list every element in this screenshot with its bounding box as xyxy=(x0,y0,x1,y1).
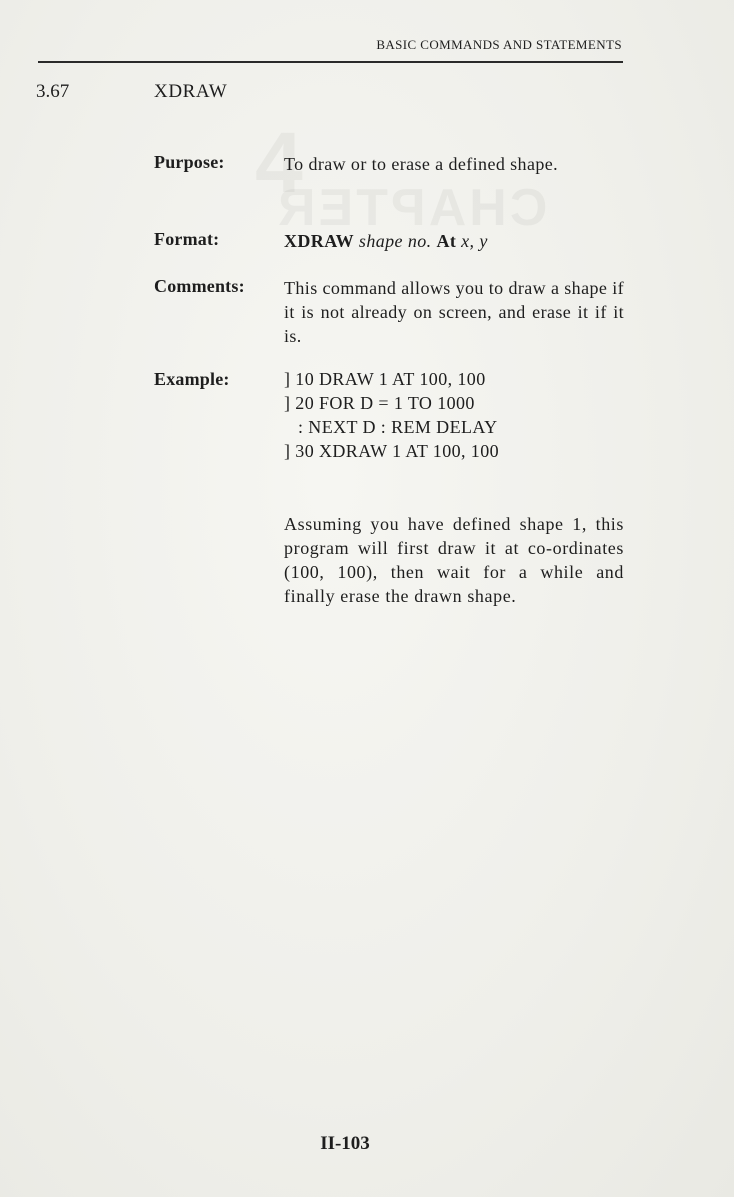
example-line: ] 20 FOR D = 1 TO 1000 xyxy=(284,393,475,413)
example-line: ] 30 XDRAW 1 AT 100, 100 xyxy=(284,441,500,461)
format-argument: shape no. xyxy=(358,231,432,251)
format-syntax xyxy=(284,229,624,253)
section-number: 3.67 xyxy=(36,81,70,102)
running-header: BASIC COMMANDS AND STATEMENTS xyxy=(376,37,622,52)
example-line: ] 10 DRAW 1 AT 100, 100 xyxy=(284,369,486,389)
format-coords: x, y xyxy=(461,231,488,251)
format-label: Format: xyxy=(154,229,220,249)
header-rule xyxy=(38,61,623,63)
comments-text: This command allows you to draw a shape if it is not already on screen, and erase it if it is. xyxy=(284,278,624,346)
purpose-label: Purpose: xyxy=(154,152,225,172)
example-label: Example: xyxy=(154,369,230,389)
page-number: II-103 xyxy=(320,1133,370,1154)
comments-label: Comments: xyxy=(154,276,245,296)
format-keyword: XDRAW xyxy=(284,231,355,251)
format-at: At xyxy=(436,231,457,251)
example-line: : NEXT D : REM DELAY xyxy=(298,417,498,437)
example-explanation: Assuming you have defined shape 1, this program will first draw it at co-ordinates (100, 100), then wait for a while and finally erase the drawn shape. xyxy=(284,514,624,606)
purpose-text: To draw or to erase a defined shape. xyxy=(284,154,559,174)
section-title: XDRAW xyxy=(154,81,228,102)
